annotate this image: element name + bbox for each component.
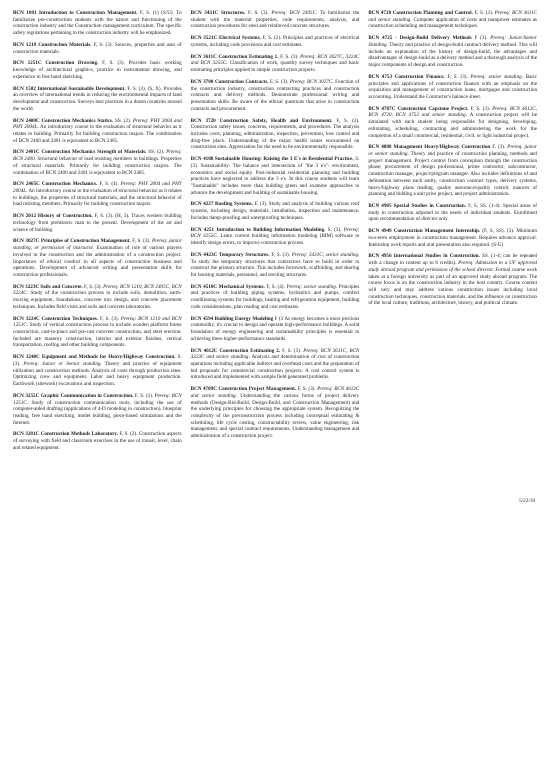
course-credits: SS. (2).	[115, 117, 132, 124]
course-title: BCN 4251 Introduction to Building Information Modeling.	[190, 226, 326, 233]
course-title: BCN 4720 Construction Planning and Control.	[368, 10, 473, 16]
course-title: BCN 4725 - Design-Build Delivery Methods	[368, 35, 472, 42]
course-description: Study and analysis of building various roof systems, including design, materials, installation, inspection and maintenance. Includes damp-proofing and waterproofing techniques.	[190, 201, 360, 221]
course-credits: F, S. (3).	[269, 78, 289, 85]
course-entry	[191, 386, 360, 440]
course-prereq: Prereq: PHY 2004 and PHY 2004L.	[13, 117, 182, 131]
course-title: BCN 4956 International Studies in Construction.	[368, 253, 480, 260]
course-description: Provides an overview of international trends in reducing the environmental impacts of land development and construction. Surveys best practices in a dozen countries around the world.	[13, 85, 182, 112]
course-description: Minimum two-term employment in construction management. Requires advance approval. Internship work reports and oral presentation also required. (S-U)	[368, 228, 538, 248]
course-description: To study the temporary structures that contractors have to build in order to construct the primary structure. This includes formwork; scaffolding, and shoring for housing materials, personnel, and erecting structures.	[190, 258, 360, 278]
course-credits: F, S. (3).	[470, 105, 490, 112]
course-prereq: Prereq: 3431C, senior standing.	[291, 251, 360, 258]
course-description: A construction project will be simulated with each student being responsible for designing, developing, estimating, scheduling, contracting and administering the work for the completion of a small commercial, residential, civil, or light industrial project.	[368, 112, 538, 139]
course-prereq: Prereq: Junior or Senior standing.	[23, 360, 102, 367]
course-credits: F, S. (3).	[474, 10, 494, 16]
column-left	[13, 10, 182, 457]
course-title: BCN 3255C Graphic Communication in Construction.	[13, 392, 134, 399]
course-entry	[13, 284, 182, 311]
course-credits: F (3).	[474, 35, 488, 42]
course-prereq: Prereq: BCN 3027C.	[289, 78, 334, 85]
course-description: becomes a more precious commodity, it's crucial to design and operate high-performance buildings. A solid foundation of energy engineering and sustainability principles is essential to achieving these higher-performance standards.	[190, 315, 360, 342]
course-title: BCN 2400C Construction Mechanics Statics.	[13, 117, 114, 124]
course-description: An introductory course in the evaluation of structural behavior as it relates to building. Primarily for building construction majors. The combination of BCN 2400 and 2401 is equivalent to BCN 2405.	[13, 124, 182, 144]
course-title: BCN 1210 Construction Materials.	[13, 41, 92, 48]
course-prereq: Prereq: junior standing, or permission of instructor.	[13, 238, 182, 252]
course-prereq: Prereq: BCN 4612C, BCN 4720, BCN 4753 and senior standing.	[368, 105, 538, 119]
course-description: Theory and practice of equipment utilization and construction methods. Analysis of costs through production rates. Optimizing crew and equipment. Labor and heavy equipment production. Earthwork (sitework) excavations and inspection.	[13, 360, 182, 388]
course-entry	[368, 74, 537, 101]
course-title: BCN 4949 Construction Management Internship.	[368, 228, 481, 235]
course-credits: F, S. (3).	[102, 60, 125, 67]
course-entry	[191, 35, 360, 48]
course-description: Study of the construction process to include soils, demolition, earth-moving equipment, foundations, concrete mix design, and concrete placement techniques. Includes field visits and soils and concrete laboratories.	[13, 290, 182, 310]
course-credits: F, S. (3).	[93, 41, 113, 48]
course-credits: S. (3).	[190, 156, 360, 169]
course-credits: F, S. (3).	[132, 238, 151, 245]
course-description: Sources, properties and uses of construction materials.	[13, 41, 182, 55]
course-credits: F, S. (3).	[248, 10, 269, 16]
course-credits: F, S. (2).	[262, 35, 282, 42]
course-prereq: Prereq: BCN 2400.	[13, 149, 182, 163]
course-entry	[13, 118, 182, 145]
course-title: BCN 3240C Equipment and Methods for Heavy/Highway Construction.	[13, 354, 176, 361]
course-credits: F, S. (3).	[336, 117, 360, 124]
course-entry	[368, 253, 537, 307]
course-description: Traces western building technology from prehistoric man to the present. Development of the art and science of building.	[13, 213, 182, 233]
course-description: Basic principles and applications of construction finance with an emphasis on the acquisition and management of construction loans, mortgages and construction accounting. Understand the Contractor's balance sheet.	[368, 73, 538, 100]
column-middle	[191, 10, 360, 445]
course-description: Principles and practices of electrical systems, including code provisions and cost estimates.	[190, 35, 360, 48]
course-entry	[13, 316, 182, 350]
course-title: BCN 4510C Mechanical Systems.	[190, 283, 265, 290]
course-title: BCN 3521C Electrical Systems.	[190, 35, 261, 42]
course-title: BCN 3431C Structures.	[190, 10, 246, 16]
page-date: 5/22/18	[519, 498, 535, 504]
course-title: BCN 1001 Introduction to Construction Management.	[13, 10, 138, 16]
course-title: BCN 3224C Construction Techniques.	[13, 315, 99, 322]
course-title: BCN 2012 History of Construction.	[13, 213, 93, 220]
course-columns	[13, 10, 537, 457]
course-prereq: Prereq: BCN 3611C and senior standing.	[368, 10, 537, 23]
course-entry	[368, 106, 537, 140]
course-entry	[368, 228, 537, 248]
course-description: Understanding the various forms of project delivery methods (Design-Bid-Build, Design-Build, and Construction Management) and the underlying principles for choosing the appropriate system. Recognizing the complexity of the preconstruction process including conceptual estimating & scheduling, life cycle costing, constructability review, value engineering, risk management, and special contract requirements. Understanding management and administration of a construction project.	[190, 392, 360, 440]
course-credits: F, S. (3).	[447, 73, 468, 80]
course-credits: F (3 As energy	[274, 315, 306, 322]
course-title: BCN 3611C Construction Estimating 1.	[190, 53, 279, 60]
course-credits: S. (3).	[327, 226, 342, 233]
course-credits: F, S. (3).	[271, 251, 290, 258]
course-title: BCN 3720 Construction Safety, Health and Environment.	[190, 117, 333, 124]
course-entry	[191, 201, 360, 221]
course-prereq: Prereq: BCN 2405C.	[271, 10, 318, 16]
course-credits: F, S. (3).	[134, 392, 154, 399]
course-entry	[368, 144, 537, 198]
course-credits: F, S. (3).	[280, 53, 299, 60]
course-description: Analysis and determination of cost of construction operations including applicable indirect and overhead costs and the preparation of bid proposals for commercial construction projects. A cost control system is introduced and implemented with sample field generated problems.	[190, 354, 360, 381]
course-entry	[13, 86, 182, 113]
course-description: Function of the construction industry, construction contracting practices and construction contracts and delivery methods. Demonstrate professional writing and presentation skills. Be aware of the ethical questions that arise in construction contracts and procurement.	[190, 78, 360, 112]
course-prereq: Prereq: PHY 2004 and PHY 2004L.	[13, 181, 182, 195]
course-credits: SS. (2).	[148, 149, 165, 156]
course-title: BCN 4787C Construction Capstone Project.	[368, 105, 469, 112]
course-title: BCN 3027C Principles of Construction Management.	[13, 238, 131, 245]
course-credits: SS. (1-4; can be repeated with a change in content up to 6 credits).	[368, 253, 538, 267]
course-entry	[191, 316, 360, 343]
course-description: Provides basic working knowledge of architectural graphics, practice in instrumental drawing, and experience in free hand sketching.	[13, 60, 182, 80]
course-credits: F, S, SS. (1-4).	[468, 203, 501, 210]
course-credits: F, S. (3).	[99, 315, 119, 322]
course-prereq: Prereq: BCN 4612C and senior standing.	[190, 386, 360, 399]
course-entry	[191, 10, 360, 30]
column-right	[368, 10, 537, 312]
course-prereq: Prereq: senior standing.	[286, 283, 338, 290]
course-title: BCN 4423C Temporary Structures.	[190, 251, 270, 258]
course-prereq: Prereq: BCN 3255C.	[190, 226, 360, 240]
course-credits: F. (3).	[254, 201, 268, 208]
course-entry	[368, 35, 537, 69]
course-prereq: Prereq: BCN 3611C, BCN 3223C and senior standing.	[190, 347, 360, 361]
course-prereq: Prereq: BCN 1251C.	[13, 392, 182, 406]
course-entry	[191, 284, 360, 311]
course-description: Theory and practice of construction planning, methods and project management. Project control from conception through the construction phase; procurement of design professional, prime contractor, subcontractor, construction manager, project/program manager. Also includes definitions of and delineation between each entity, construction contract types, delivery systems, heavy/highway plans reading, quality assurance/quality control, nuances of planning and bidding a unit price project, and project administration.	[368, 151, 538, 198]
course-title: BCN 4753 Construction Finance.	[368, 73, 445, 80]
course-prereq: Prereq: BCN 1210, BCN 2405C, BCN 3224C.	[13, 283, 182, 297]
course-title: BCN 3281C Construction Methods Laboratory.	[13, 431, 118, 438]
course-prereq: Prereq: senior standing.	[470, 73, 523, 80]
course-description: Study of vertical construction process to include wooden platform frame construction, cast-in-place and pre-cast concrete construction, and steel erection. Included are masonry construction, interior and exterior finishes, vertical transportation, roofing and other building components.	[13, 322, 182, 349]
course-description: Special areas of study in construction adjusted to the needs of individual students. Enrollment upon recommendation of director only.	[368, 203, 538, 223]
course-description: To familiarize the student with the material properties, code requirements, analysis, and construction procedures for steel and reinforced concrete structures.	[190, 10, 360, 30]
course-credits: S. (3).	[13, 354, 182, 367]
course-title: BCN 4612C Construction Estimating 2.	[190, 347, 281, 354]
course-credits: F. (3).	[492, 144, 506, 151]
course-entry	[368, 10, 537, 30]
course-description: To familiarize pre-construction students with the nature and functioning of the construction industry and the Construction management curriculum. The specific safety regulations pertaining to the construction industry will be emphasized.	[13, 10, 182, 37]
course-credits: F, S. (4).	[99, 181, 119, 188]
course-title: BCN 1251C Construction Drawing.	[13, 60, 99, 67]
course-description: Examination of role of various players involved in the construction and the administration of a construction project. Importance of ethical conduct in all aspects of construction business and operations. Development of advanced writing and presentation skills for construction professionals.	[13, 245, 182, 278]
course-description: Construction aspects of surveying with field and classroom exercises in the use of transit, level, chain and related equipment.	[13, 431, 182, 451]
course-prereq: Prereq. junior or senior standing.	[368, 144, 538, 158]
course-description: Study of construction communication tools, including the use of computer-aided drafting (applications of 4-D modeling in construction), blueprint reading, free hand sketching, model building, piece-based simulations and the Internet.	[13, 399, 182, 426]
course-entry	[13, 181, 182, 208]
course-title: BCN 4880 Management Heavy/Highway Construction	[368, 144, 491, 151]
course-title: BCN 2405C Construction Mechanics.	[13, 181, 98, 188]
course-credits: F, S. (3). (H, 3).	[94, 213, 130, 220]
course-description: Formal course work taken at a foreign university as part of an approved study abroad program. The course focus is on the construction industry in the host country. Course content will vary and may address various construction issues including local construction techniques, construction materials, and the influence on construction of the local culture, traditions, architecture, history, and political climate.	[368, 266, 538, 307]
course-entry	[13, 42, 182, 55]
course-prereq: Prereq: BCN 1210 and BCN 1251C.	[13, 315, 182, 329]
course-credits: F, S. (3).	[297, 386, 316, 393]
course-entry	[13, 149, 182, 176]
course-credits: F, S. (2).	[119, 431, 138, 438]
course-description: Theory and practice of design-build contract delivery method. This will include an explanation of the history of design-build, the advantages and disadvantages of design-build as a delivery method and a thorough analysis of the major components of design and construction.	[368, 41, 538, 69]
course-credits: F, S. (3).	[282, 347, 302, 354]
course-title: BCN 2401C Construction Mechanics Strength of Materials.	[13, 149, 147, 156]
course-description: Computer application of costs and manpower estimates as construction scheduling and management techniques.	[368, 16, 537, 30]
course-prereq: Prereq: Junior/Senior Standing.	[368, 35, 538, 48]
course-credits: F, S. (4).	[266, 283, 285, 290]
course-title: BCN 4709C Construction Project Management.	[190, 386, 297, 393]
course-credits: (F, S, SS). (3).	[482, 228, 515, 235]
course-description: Structural behavior of load resisting members in buildings. Properties of structural materials. Primarily for building construction majors. The combination of BCN 2400 and 2401 is equivalent to BCN 2405.	[13, 156, 182, 176]
course-title: BCN 1582 International Sustainable Development.	[13, 85, 126, 92]
course-entry	[191, 252, 360, 279]
course-prereq: Prereq: BCN 3027C, 3224C and BCN 3255C.	[190, 53, 360, 67]
course-entry	[191, 54, 360, 74]
course-credits: F, S. (1) (S/U).	[140, 10, 174, 16]
course-credits: F, S. (3).	[84, 283, 102, 290]
course-entry	[191, 227, 360, 247]
course-description: An introductory course in the evaluation of structural behavior as it relates to buildings, the properties of structural materials, and the structural behavior of load resisting members. Primarily for building construction majors.	[13, 188, 182, 208]
course-entry	[368, 203, 537, 223]
course-title: BCN 4108 Sustainable Housing: Raising the 3 E's in Residential Practice.	[190, 156, 354, 163]
course-entry	[13, 238, 182, 278]
course-entry	[13, 393, 182, 427]
course-description: Sustainability: The balance and intersection of "the 3 e's": environment, economics and social equity. Post-industrial residential planning and building practices have neglected to address the 3 e's. In this course students will learn "Sustainable" includes more than building green and examine approaches to advance the development and building of sustainable housing.	[190, 162, 360, 196]
course-title: BCN 3223C Soils and Concrete.	[13, 283, 83, 290]
course-entry	[13, 10, 182, 37]
course-credits: F, S. (3). (S, X).	[127, 85, 162, 92]
course-entry	[191, 156, 360, 196]
course-entry	[13, 213, 182, 233]
course-entry	[191, 79, 360, 113]
course-entry	[13, 354, 182, 388]
course-title: BCN 3700 Construction Contracts.	[190, 78, 269, 85]
course-description: Principles and practices of building piping systems, hydraulics and pumps, comfort conditioning systems for buildings, heating and refrigeration equipment, building code considerations, plan reading and cost estimates.	[190, 283, 360, 310]
course-entry	[13, 431, 182, 451]
course-entry	[13, 60, 182, 80]
course-description: Learn current building information modeling (BIM) software to identify design errors, to improve construction process.	[190, 233, 360, 247]
course-description: Construction safety issues, concerns, requirements, and procedures. The analysis includes costs, planning, administration, inspection, prevention, loss control and drug-free place. Understanding of the major health issues encountered on construction sites. Appreciation for the need to be environmentally responsible.	[190, 124, 360, 151]
course-description: Classification of work, quantity survey techniques and basic estimating principles applied to simple construction projects.	[190, 60, 360, 74]
course-prereq: Prereq: Admission to a UF approved study abroad program and permission of the school director.	[368, 260, 538, 273]
course-title: BCN 4905 Special Studies in Construction.	[368, 203, 467, 210]
course-entry	[191, 118, 360, 152]
course-title: BCN 4594 Building Energy Modeling	[190, 315, 274, 322]
course-entry	[191, 348, 360, 382]
course-title: BCN 4227 Roofing Systems.	[190, 201, 253, 208]
